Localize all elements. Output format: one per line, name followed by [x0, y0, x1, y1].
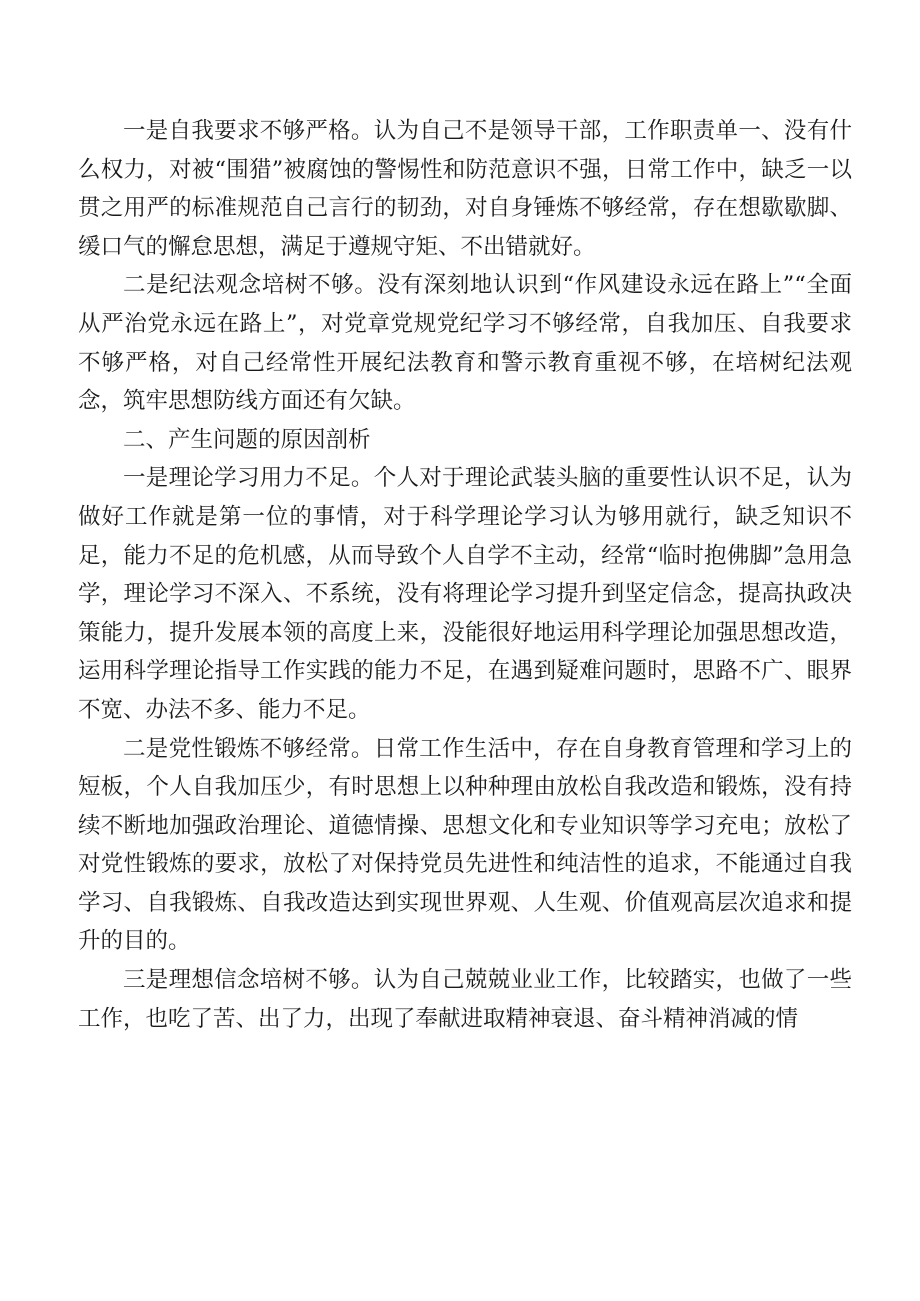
- paragraph-discipline-awareness: 二是纪法观念培树不够。没有深刻地认识到“作风建设永远在路上”“全面从严治党永远在路上”，对党章党规党纪学习不够经常，自我加压、自我要求不够严格，对自己经常性开展纪法教育和警示教育重视不够，在培树纪法观念，筑牢思想防线方面还有欠缺。: [78, 272, 852, 415]
- paragraph-self-discipline: 一是自我要求不够严格。认为自己不是领导干部，工作职责单一、没有什么权力，对被“围猎”被腐蚀的警惕性和防范意识不强，日常工作中，缺乏一以贯之用严的标准规范自己言行的韧劲，对自身锤炼不够经常，存在想歇歇脚、缓口气的懈怠思想，满足于遵规守矩、不出错就好。: [78, 118, 852, 260]
- document-body: [78, 112, 852, 1038]
- paragraph-theory-study: 一是理论学习用力不足。个人对于理论武装头脑的重要性认识不足，认为做好工作就是第一位的事情，对于科学理论学习认为够用就行，缺乏知识不足，能力不足的危机感，从而导致个人自学不主动，经常“临时抱佛脚”急用急学，理论学习不深入、不系统，没有将理论学习提升到坚定信念，提高执政决策能力，提升发展本领的高度上来，没能很好地运用科学理论加强思想改造，运用科学理论指导工作实践的能力不足，在遇到疑难问题时，思路不广、眼界不宽、办法不多、能力不足。: [78, 465, 852, 723]
- paragraph-party-spirit: 二是党性锻炼不够经常。日常工作生活中，存在自身教育管理和学习上的短板，个人自我加压少，有时思想上以种种理由放松自我改造和锻炼，没有持续不断地加强政治理论、道德情操、思想文化和专业知识等学习充电；放松了对党性锻炼的要求，放松了对保持党员先进性和纯洁性的追求，不能通过自我学习、自我锻炼、自我改造达到实现世界观、人生观、价值观高层次追求和提升的目的。: [78, 735, 852, 955]
- section-heading-cause-analysis: 二、产生问题的原因剖析: [123, 426, 371, 453]
- paragraph-ideals-beliefs: 三是理想信念培树不够。认为自己兢兢业业工作，比较踏实，也做了一些工作，也吃了苦、出了力，出现了奉献进取精神衰退、奋斗精神消减的情: [78, 967, 852, 1032]
